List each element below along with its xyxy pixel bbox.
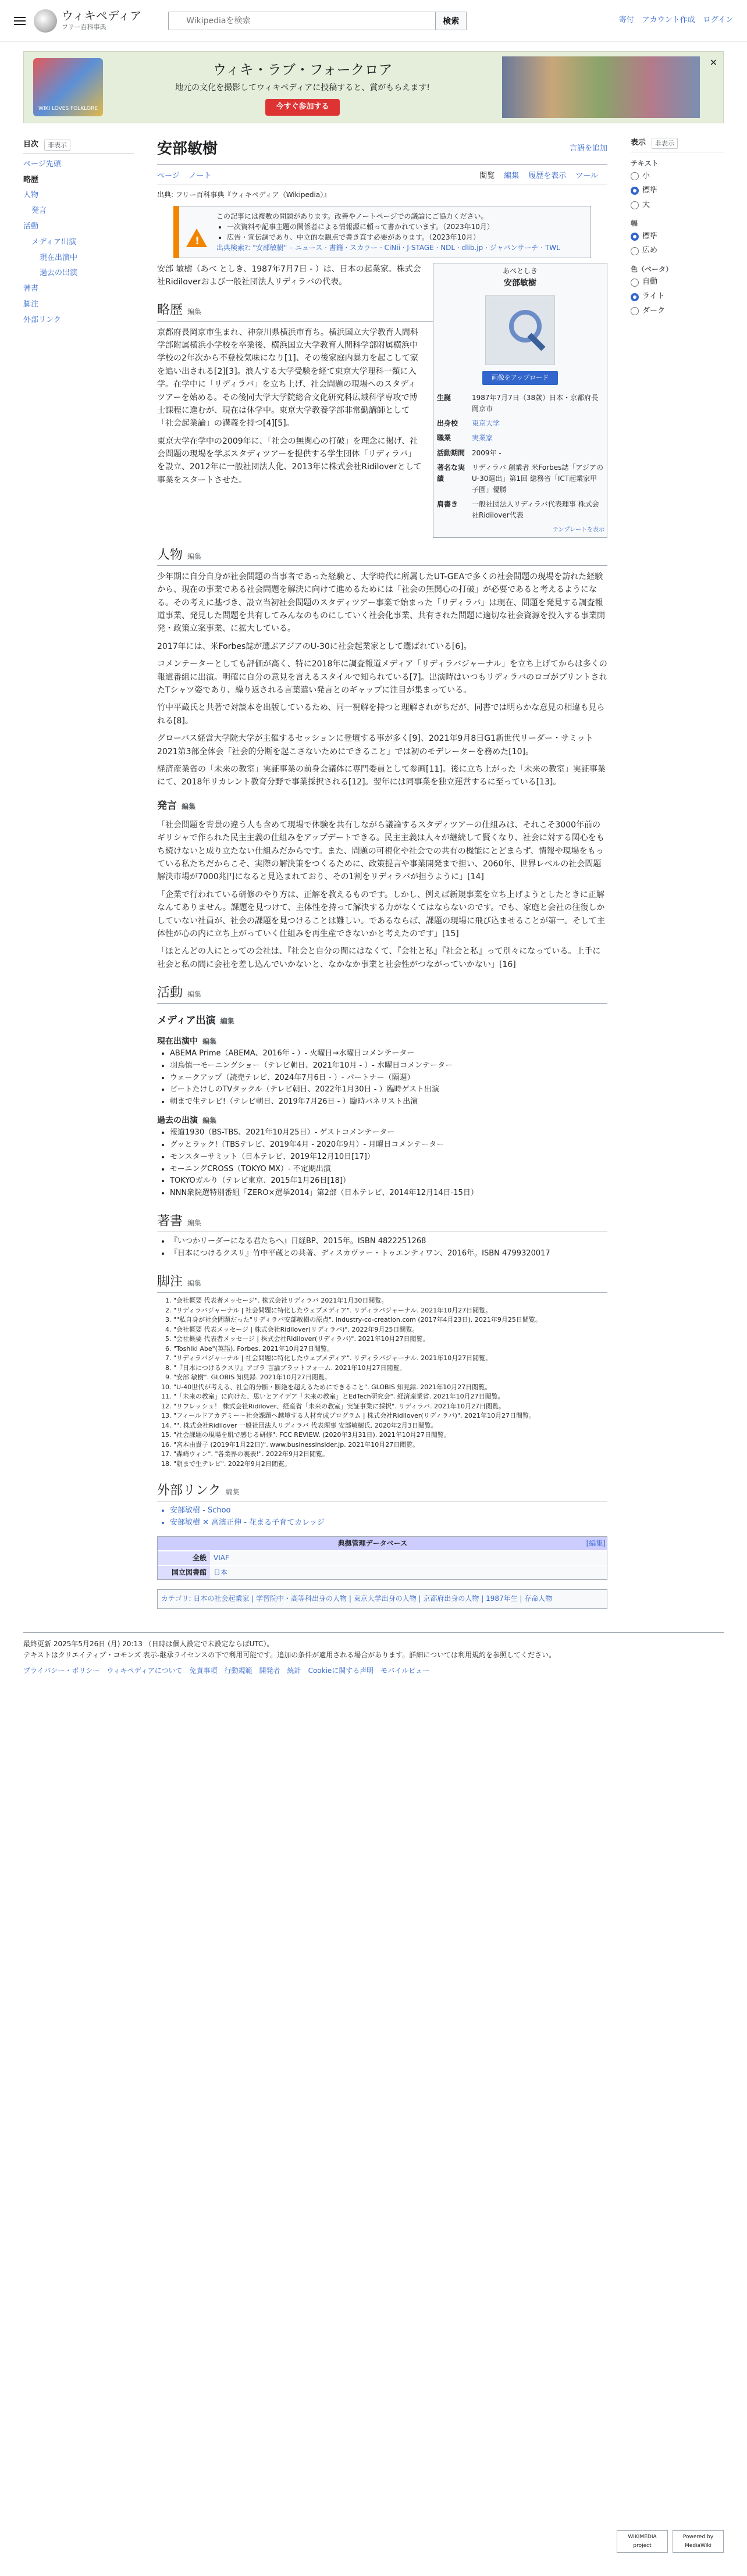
text-size-standard[interactable]: 標準: [631, 184, 724, 198]
reference-item: 13. "フィールドアカデミー～社会課題へ越境する人材育成プログラム | 株式会社Ridilover(リディラバ)". 2021年10月27日閲覧。: [173, 1411, 607, 1421]
color-light[interactable]: ライト: [631, 290, 724, 304]
header: [0, 0, 747, 42]
list-item: • モーニングCROSS（TOKYO MX）- 不定期出演: [170, 1164, 607, 1176]
reference-item: 11. "「未来の教室」に向けた、思いとアイデア「未来の教室」とEdTech研究会". 経済産業省. 2021年10月27日閲覧。: [173, 1392, 607, 1402]
footer-link[interactable]: 開発者: [259, 1666, 280, 1675]
appearance-hide-button[interactable]: 非表示: [652, 138, 678, 149]
banner-photo: [502, 56, 700, 118]
width-standard[interactable]: 標準: [631, 230, 724, 244]
infobox: あべとしき 安部敏樹 画像をアップロード 生誕 1987年7月7日（38歳）日本・京都府長岡京市 出身校 東京大学 職業 実業家 活動期間 2009年 - 著名な実績 リディラバ 創業者 米Forbes誌「アジアのU-30選出」第1回 総務省「ICT起業家甲子園」優勝 肩書き 一般社団法人リディラバ代表理事 株式会社Ridilover代表 テンプレートを表示: [433, 263, 607, 538]
toc-item[interactable]: 外部リンク: [23, 315, 61, 324]
warning-icon: [186, 229, 207, 247]
list-item: • 『日本につけるクスリ』竹中平蔵との共著、ディスカヴァー・トゥエンティワン、2016年。ISBN 4799320017: [170, 1248, 607, 1260]
tab-edit[interactable]: 編集: [504, 171, 520, 180]
text-size-large[interactable]: 大: [631, 198, 724, 213]
toc-item[interactable]: 略歴: [23, 175, 39, 184]
categories[interactable]: カテゴリ: 日本の社会起業家 | 学習院中・高等科出身の人物 | 東京大学出身の人物 | 京都府出身の人物 | 1987年生 | 存命人物: [157, 1589, 607, 1608]
banner-subtitle: 地元の文化を撮影してウィキペディアに投稿すると、賞がもらえます!: [175, 83, 430, 92]
issue-box: ! この記事には複数の問題があります。改善やノートページでの議論にご協力ください。 • 一次資料や記事主題の関係者による情報源に頼って書かれています。（2023年10月） • 広告・宣伝調であり、中立的な観点で書き直す必要があります。（2023年10月） 出典検索?: "安部敏樹" – ニュース · 書籍 · スカラー · CiNii · J-STAGE · NDL · dlib.jp · ジャパンサーチ · TWL: [173, 206, 591, 258]
mediawiki-logo[interactable]: Powered by MediaWiki: [673, 2530, 724, 2553]
reference-item: 8. "『日本につけるクスリ』アゴラ 言論プラットフォーム. 2021年10月27日閲覧。: [173, 1364, 607, 1373]
table-of-contents: 目次 非表示 ページ先頭 略歴 人物 発言 活動 メディア出演 現在出演中 過去の出演 著書 脚注 外部リンク: [23, 137, 134, 1609]
radio-icon: [631, 247, 639, 255]
list-item: • 朝まで生テレビ!（テレビ朝日、2019年7月26日 - ）臨時パネリスト出演: [170, 1096, 607, 1108]
radio-icon: [631, 307, 639, 315]
tab-read[interactable]: 閲覧: [479, 171, 495, 180]
wikimedia-logo[interactable]: WIKIMEDIA project: [617, 2530, 668, 2553]
footer-link[interactable]: ウィキペディアについて: [106, 1666, 183, 1675]
banner-logo: WIKI LOVES FOLKLORE: [33, 58, 103, 116]
lead-paragraph: 安部 敏樹（あべ としき、1987年7月7日 - ）は、日本の起業家。株式会社Ridiloverおよび一般社団法人リディラバの代表。: [157, 264, 421, 287]
reference-item: 2. "リディラバジャーナル | 社会問題に特化したウェブメディア". リディラバジャーナル. 2021年10月27日閲覧。: [173, 1306, 607, 1316]
section-heading: 人物 編集: [157, 545, 607, 566]
edit-link[interactable]: 編集: [187, 552, 202, 561]
tab-page[interactable]: ページ: [157, 171, 180, 180]
toc-item[interactable]: 脚注: [23, 299, 39, 309]
toc-item[interactable]: 発言: [31, 206, 47, 216]
menu-icon[interactable]: [14, 17, 26, 25]
wikipedia-logo[interactable]: [34, 9, 57, 33]
external-link[interactable]: • 安部敏樹 - Schoo: [170, 1505, 607, 1517]
reference-item: 7. "リディラバジャーナル | 社会問題に特化したウェブメディア". リディラバジャーナル. 2021年10月27日閲覧。: [173, 1354, 607, 1364]
reference-item: 10. "U-40世代が考える、社会的分断・断絶を超えるためにできること". GLOBIS 知見録. 2021年10月27日閲覧。: [173, 1383, 607, 1393]
edit-link[interactable]: 編集: [187, 1279, 202, 1287]
color-auto[interactable]: 自動: [631, 275, 724, 290]
toc-item[interactable]: 人物: [23, 191, 39, 200]
reference-item: 16. "宮本由貴子 (2019年1月22日)". www.businessinsider.jp. 2021年10月27日閲覧。: [173, 1440, 607, 1450]
reference-item: 17. "森崎ウィン". "各業界の裏表!". 2022年9月2日閲覧。: [173, 1450, 607, 1460]
footer-link[interactable]: Cookieに関する声明: [308, 1666, 374, 1675]
footer-link[interactable]: モバイルビュー: [380, 1666, 430, 1675]
external-link[interactable]: • 安部敏樹 ✕ 高濱正伸 - 花まる子育てカレッジ: [170, 1517, 607, 1529]
tab-history[interactable]: 履歴を表示: [528, 171, 567, 180]
text-size-small[interactable]: 小: [631, 169, 724, 184]
list-item: • 『いつかリーダーになる君たちへ』日経BP、2015年。ISBN 4822251268: [170, 1236, 607, 1248]
radio-icon: [631, 201, 639, 209]
authority-control: 典拠管理データベース [編集] 全般 VIAF 国立図書館 日本: [157, 1536, 607, 1580]
login-link[interactable]: ログイン: [703, 16, 733, 25]
create-account-link[interactable]: アカウント作成: [642, 16, 695, 25]
navbox-edit-link[interactable]: [編集]: [586, 1539, 606, 1547]
edit-link[interactable]: 編集: [225, 1488, 240, 1497]
list-item: • グッとラック!（TBSテレビ、2019年4月 - 2020年9月）- 月曜日コメンテーター: [170, 1139, 607, 1151]
quote: 「企業で行われている研修のやり方は、正解を教えるものです。しかし、例えば新規事業を立ち上げようとしたときに正解なんてありません。課題を見つけて、主体性を持って解決する力がなくてはならないのです。でも、家庭と会社の往復しかしていない社員が、社会の課題を見つけることは難しい。であるならば、課題の現場に飛び込ませることが第一。そして主体性が心の内に立ち上がっていく仕組みを再生産できないかと考えたのです」[15]: [157, 890, 605, 939]
footer-link[interactable]: 統計: [287, 1666, 301, 1675]
reference-item: 6. "Toshiki Abe"(英語). Forbes. 2021年10月27日閲覧。: [173, 1344, 607, 1354]
search-input[interactable]: [168, 12, 436, 30]
reference-item: 14. "". 株式会社Ridilover 一般社団法人リディラバ 代表理事 安部敏樹氏. 2020年2月3日閲覧。: [173, 1421, 607, 1431]
reference-item: 12. "リフレッシュ！ 株式会社Ridilover、経産省「未来の教室」実証事業に採択". リディラバ. 2021年10月27日閲覧。: [173, 1402, 607, 1412]
reference-item: 4. "会社概要 代表メッセージ | 株式会社Ridilover(リディラバ)". 2022年9月25日閲覧。: [173, 1325, 607, 1335]
toc-item[interactable]: 活動: [23, 222, 39, 231]
show-template-link[interactable]: テンプレートを表示: [552, 526, 604, 533]
references-list: [173, 1296, 607, 1469]
image-placeholder-icon: [485, 295, 555, 365]
banner-title: ウィキ・ラブ・フォークロア: [212, 62, 393, 79]
section-heading: 略歴 編集: [157, 300, 607, 321]
radio-icon: [631, 279, 639, 287]
width-wide[interactable]: 広め: [631, 244, 724, 258]
section-heading: 発言 編集: [157, 800, 196, 812]
footer-link[interactable]: 免責事項: [189, 1666, 218, 1675]
source-note: 出典: フリー百科事典『ウィキペディア（Wikipedia）』: [157, 191, 331, 199]
edit-link[interactable]: 編集: [220, 1017, 234, 1026]
campaign-banner: [23, 51, 724, 123]
header-links: [619, 15, 733, 27]
upload-image-button[interactable]: 画像をアップロード: [482, 371, 558, 385]
toc-hide-button[interactable]: 非表示: [44, 140, 70, 151]
footer-link[interactable]: プライバシー・ポリシー: [23, 1666, 100, 1675]
article: 安部敏樹 言語を追加 ページ ノート 閲覧 編集 履歴を表示 ツール 出典: フリー百科事典『ウィキペディア（Wikipedia）』 ! この記事には複数の問題があります。改善やノートページでの議論にご協力ください。 • 一次資料や記事主題の関係者による情報源に頼って書かれています。（2023年10月） • 広告・宣伝調であり、中立的な観点で書き直す必要があります。（2023年10月） 出典検索?: "安部敏樹" – ニュース · 書籍 · スカラー · CiNii · J-STAGE · NDL · dlib.jp · ジャパンサーチ · TWL あべとしき 安部敏樹 画像をアップロード 生誕 1987年7月7日（38歳）日本・京都府長岡京市 出身校 東京大学 職業 実業家 活動期間 2009年 - 著名な実績 リディラバ 創業者 米Forbes誌「アジアのU-30選出」第1回 総務省「ICT起業家甲子園」優勝 肩書き 一般社団法人リディラバ代表理事 株式会社Ridilover代表 テンプレートを表示 安部 敏樹（あべ としき、1987年7月7日 - ）は、日本の起業家。株式会社Ridiloverおよび一般社団法人リディラバの代表。 略歴 編集 京都府長岡京市生まれ、神奈川県横浜市育ち。横浜国立大学教育人間科学部附属横浜小学校を卒業後、横浜国立大学教育人間科学部附属横浜中学校の2年次から不登校気味になり[1]、その後家庭内暴力を起こして家を追い出される[2][3]。浪人する大学受験を経て東京大学理科一類に入学。在学中に「リディラバ」を立ち上げ、社会問題の現場へのスタディツアーを始める。その後同大学大学院総合文化研究科広域科学専攻で博士課程に進むが、現在は休学中。東京大学教養学部非常勤講師として「社会起業論」の講義を持つ[4][5]。 東京大学在学中の2009年に、「社会の無関心の打破」を理念に掲げ、社会問題の現場を学ぶスタディツアーを提供する学生団体「リディラバ」を設立、2012年に一般社団法人化、2013年に株式会社Ridiloverとして事業をスタートさせた。 人物 編集 少年期に自分自身が社会問題の当事者であった経験と、大学時代に所属したUT-GEAで多くの社会問題の現場を訪れた経験から、現在の事業である社会問題を解決に向けて進めるためには「社会の無関心の打破」が必要であると考えるようになる。その考えに基づき、設立当初社会問題のスタディツアー事業で始まった「リディラバ」は現在、問題を発見する調査報道事業、発見した問題を共有してみんなのものにしていく社会化事業、共有された問題に適切な社会資源を投入する事業開発・政策立案事業、に拡大している。 2017年には、米Forbes誌が選ぶアジアのU-30に社会起業家として選ばれている[6]。 コメンテーターとしても評価が高く、特に2018年に調査報道メディア「リディラバジャーナル」を立ち上げてからは多くの報道番組に出演。明確に自分の意見を言えるスタイルで知られている[7]。出演時はいつもリディラバのロゴがプリントされたTシャツ姿であり、繰り返される言葉遣い発言とのギャップに注目が集まっている。 竹中平蔵氏と共著で対談本を出版しているため、同一視解を持つと理解されがちだが、同書では明らかな意見の相違も見られる[8]。 グローバス経営大学院大学が主催するセッションに登壇する事が多く[9]、2021年9月8日G1新世代リーダー・サミット2021第3部全体会「社会的分断を起こさないためにできること」では初のモデレーターを務めた[10]。 経済産業省の「未来の教室」実証事業の前身会議体に専門委員として参画[11]。後に立ち上がった「未来の教室」実証事業にて、2018年リカレント教育分野で事業採択される[12]。翌年には同事業を独立運営するに至っている[13]。 発言 編集 「社会問題を背景の違う人も含めて現場で体験を共有しながら議論するスタディツアーの仕組みは、それこそ3000年前のギリシャで作られた民主主義の仕組みをアップデートできる。民主主義は人々が継続して賢くなり、社会に対する関心をもち続けないと成り立たない仕組みだからです。また、問題の可視化や社会での共有の機能にとどまらず、情報や現場をもっている私たちだからこそ、実際の解決策をつくるために、政策提言や事業開発まで担い、2060年、世界レベルの社会問題解決市場が7000兆円になると見込まれており、その1割をリディラバが担うように」[14] 「企業で行われている研修のやり方は、正解を教えるものです。しかし、例えば新規事業を立ち上げようとしたときに正解なんてありません。課題を見つけて、主体性を持って解決する力がなくてはならないのです。でも、家庭と会社の往復しかしていない社員が、社会の課題を見つけることは難しい。であるならば、課題の現場に飛び込ませることが第一。そして主体性が心の内に立ち上がっていく仕組みを再生産できないかと考えたのです」[15] 「ほとんどの人にとっての会社は、『社会と自分の間にはなくて、『会社と私』『社会と私』って別々になっている。上手に社会と私の間に会社を差し込んでいかないと、なかなか事業と社会性がつながっていかない」[16] 活動 編集 メディア出演 編集 現在出演中 編集 • ABEMA Prime（ABEMA、2016年 - ）- 火曜日→水曜日コメンテーター • 羽鳥慎一モーニングショー（テレビ朝日、2021年10月 - ）- 水曜日コメンテーター • ウェークアップ（読売テレビ、2024年7月6日 - ）- パートナー（隔週） • ビートたけしのTVタックル（テレビ朝日、2022年1月30日 - ）臨時ゲスト出演 • 朝まで生テレビ!（テレビ朝日、2019年7月26日 - ）臨時パネリスト出演 過去の出演 編集 • 報道1930（BS-TBS、2021年10月25日）- ゲストコメンテーター • グッとラック!（TBSテレビ、2019年4月 - 2020年9月）- 月曜日コメンテーター • モンスターサミット（日本テレビ、2019年12月10日[17]） • モーニングCROSS（TOKYO MX）- 不定期出演 • TOKYOガルり（テレビ東京、2015年1月26日[18]） • NNN衆院選特別番組「ZERO×選挙2014」第2部（日本テレビ、2014年12月14日-15日） 著書 編集 • 『いつかリーダーになる君たちへ』日経BP、2015年。ISBN 4822251268 • 『日本につけるクスリ』竹中平蔵との共著、ディスカヴァー・トゥエンティワン、2016年。ISBN 4799320017 脚注 編集 1. "会社概要 代表者メッセージ". 株式会社リディラバ 2021年1月30日閲覧。 2. "リディラバジャーナル | 社会問題に特化したウェブメディア". リディラバジャーナル. 2021年10月27日閲覧。 3. ""私自身が社会問題だった"リディラバ安部敏樹の原点". industry-co-creation.com (2017年4月23日). 2021年9月25日閲覧。 4. "会社概要 代表メッセージ | 株式会社Ridilover(リディラバ)". 2022年9月25日閲覧。 5. "会社概要 代表者メッセージ | 株式会社Ridilover(リディラバ)". 2021年10月27日閲覧。 6. "Toshiki Abe"(英語). Forbes. 2021年10月27日閲覧。 7. "リディラバジャーナル | 社会問題に特化したウェブメディア". リディラバジャーナル. 2021年10月27日閲覧。 8. "『日本につけるクスリ』アゴラ 言論プラットフォーム. 2021年10月27日閲覧。 9. "安部 敏樹". GLOBIS 知見録. 2021年10月27日閲覧。 10. "U-40世代が考える、社会的分断・断絶を超えるためにできること". GLOBIS 知見録. 2021年10月27日閲覧。 11. "「未来の教室」に向けた、思いとアイデア「未来の教室」とEdTech研究会". 経済産業省. 2021年10月27日閲覧。 12. "リフレッシュ！ 株式会社Ridilover、経産省「未来の教室」実証事業に採択". リディラバ. 2021年10月27日閲覧。 13. "フィールドアカデミー～社会課題へ越境する人材育成プログラム | 株式会社Ridilover(リディラバ)". 2021年10月27日閲覧。 14. "". 株式会社Ridilover 一般社団法人リディラバ 代表理事 安部敏樹氏. 2020年2月3日閲覧。 15. "社会課題の現場を肌で感じる研修". FCC REVIEW. (2020年3月31日). 2021年10月27日閲覧。 16. "宮本由貴子 (2019年1月22日)". www.businessinsider.jp. 2021年10月27日閲覧。 17. "森崎ウィン". "各業界の裏表!". 2022年9月2日閲覧。 18. "朝まで生テレビ". 2022年9月2日閲覧。 外部リンク 編集 • 安部敏樹 - Schoo • 安部敏樹 ✕ 高濱正伸 - 花まる子育てカレッジ 典拠管理データベース [編集] 全般 VIAF 国立図書館 日本 カテゴリ: 日本の社会起業家 | 学習院中・高等科出身の人物 | 東京大学出身の人物 | 京都府出身の人物 | 1987年生 | 存命人物: [157, 137, 607, 1609]
list-item: • モンスターサミット（日本テレビ、2019年12月10日[17]）: [170, 1151, 607, 1164]
appearance-panel: 表示 非表示 テキスト 小 標準 大 幅 標準 広め 色（ベータ） 自動 ライト ダーク: [631, 137, 724, 1609]
edit-link[interactable]: 編集: [187, 308, 202, 316]
page-title: 安部敏樹: [157, 140, 218, 158]
quote: 「社会問題を背景の違う人も含めて現場で体験を共有しながら議論するスタディツアーの仕組みは、それこそ3000年前のギリシャで作られた民主主義の仕組みをアップデートできる。民主主義は人々が継続して賢くなり、社会に対する関心をもち続けないと成り立たない仕組みだからです。また、問題の可視化や社会での共有の機能にとどまらず、情報や現場をもっている私たちだからこそ、実際の解決策をつくるために、政策提言や事業開発まで担い、2060年、世界レベルの社会問題解決市場が7000兆円になると見込まれており、その1割をリディラバが担うように」[14]: [157, 820, 604, 882]
edit-link[interactable]: 編集: [187, 990, 202, 999]
list-item: • TOKYOガルり（テレビ東京、2015年1月26日[18]）: [170, 1175, 607, 1187]
footer: 最終更新 2025年5月26日 (月) 20:13 （日時は個人設定で未設定ならばUTC）。 テキストはクリエイティブ・コモンズ 表示-継承ライセンスの下で利用可能です。追加の条件が適用される場合があります。詳細については利用規約を参照してください。 プライバシー・ポリシー ウィキペディアについて 免責事項 行動規範 開発者 統計 Cookieに関する声明 モバイルビュー: [23, 1632, 724, 1677]
join-button[interactable]: 今すぐ参加する: [265, 99, 339, 116]
edit-link[interactable]: 編集: [202, 1037, 217, 1046]
toc-item[interactable]: 著書: [23, 284, 39, 294]
section-heading: 著書 編集: [157, 1211, 607, 1232]
section-heading: 外部リンク 編集: [157, 1480, 607, 1501]
tab-talk[interactable]: ノート: [188, 171, 212, 180]
edit-link[interactable]: 編集: [187, 1219, 202, 1228]
wordmark[interactable]: ウィキペディア フリー百科事典: [62, 8, 142, 31]
section-heading: 活動 編集: [157, 983, 607, 1004]
search-form: [168, 12, 467, 30]
source-search-links[interactable]: 出典検索?: "安部敏樹" – ニュース · 書籍 · スカラー · CiNii · J-STAGE · NDL · dlib.jp · ジャパンサーチ · TWL: [216, 243, 560, 252]
footer-logos: [617, 2530, 724, 2553]
reference-item: 1. "会社概要 代表者メッセージ". 株式会社リディラバ 2021年1月30日閲覧。: [173, 1296, 607, 1306]
radio-icon: [631, 172, 639, 180]
section-heading: 現在出演中 編集: [157, 1036, 217, 1046]
add-language-button[interactable]: 言語を追加: [569, 144, 607, 153]
donate-link[interactable]: 寄付: [618, 16, 634, 25]
close-icon[interactable]: ✕: [709, 57, 717, 68]
radio-icon: [631, 233, 639, 241]
tab-tools[interactable]: ツール: [575, 171, 598, 180]
toc-item[interactable]: メディア出演: [31, 237, 76, 247]
section-heading: メディア出演 編集: [157, 1015, 234, 1027]
list-item: • 報道1930（BS-TBS、2021年10月25日）- ゲストコメンテーター: [170, 1127, 607, 1139]
reference-item: 15. "社会課題の現場を肌で感じる研修". FCC REVIEW. (2020年3月31日). 2021年10月27日閲覧。: [173, 1430, 607, 1440]
reference-item: 5. "会社概要 代表者メッセージ | 株式会社Ridilover(リディラバ)". 2021年10月27日閲覧。: [173, 1335, 607, 1344]
footer-link[interactable]: 行動規範: [224, 1666, 252, 1675]
list-item: • 羽鳥慎一モーニングショー（テレビ朝日、2021年10月 - ）- 水曜日コメンテーター: [170, 1060, 607, 1072]
radio-icon: [631, 293, 639, 301]
reference-item: 18. "朝まで生テレビ". 2022年9月2日閲覧。: [173, 1460, 607, 1469]
list-item: • ビートたけしのTVタックル（テレビ朝日、2022年1月30日 - ）臨時ゲスト出演: [170, 1084, 607, 1096]
toc-item[interactable]: 現在出演中: [40, 253, 78, 262]
list-item: • ABEMA Prime（ABEMA、2016年 - ）- 火曜日→水曜日コメンテーター: [170, 1048, 607, 1060]
reference-item: 9. "安部 敏樹". GLOBIS 知見録. 2021年10月27日閲覧。: [173, 1373, 607, 1383]
reference-item: 3. ""私自身が社会問題だった"リディラバ安部敏樹の原点". industry-co-creation.com (2017年4月23日). 2021年9月25日閲覧。: [173, 1315, 607, 1325]
color-dark[interactable]: ダーク: [631, 304, 724, 319]
radio-icon: [631, 187, 639, 195]
list-item: • NNN衆院選特別番組「ZERO×選挙2014」第2部（日本テレビ、2014年12月14日-15日）: [170, 1187, 607, 1200]
edit-link[interactable]: 編集: [182, 802, 196, 811]
toc-item[interactable]: 過去の出演: [40, 269, 78, 278]
section-heading: 過去の出演 編集: [157, 1115, 217, 1125]
section-heading: 脚注 編集: [157, 1272, 607, 1293]
toc-item[interactable]: ページ先頭: [23, 159, 61, 169]
quote: 「ほとんどの人にとっての会社は、『社会と自分の間にはなくて、『会社と私』『社会と私』って別々になっている。上手に社会と私の間に会社を差し込んでいかないと、なかなか事業と社会性がつながっていかない」[16]: [157, 947, 601, 969]
search-button[interactable]: 検索: [436, 12, 467, 30]
edit-link[interactable]: 編集: [202, 1116, 217, 1125]
list-item: • ウェークアップ（読売テレビ、2024年7月6日 - ）- パートナー（隔週）: [170, 1072, 607, 1084]
